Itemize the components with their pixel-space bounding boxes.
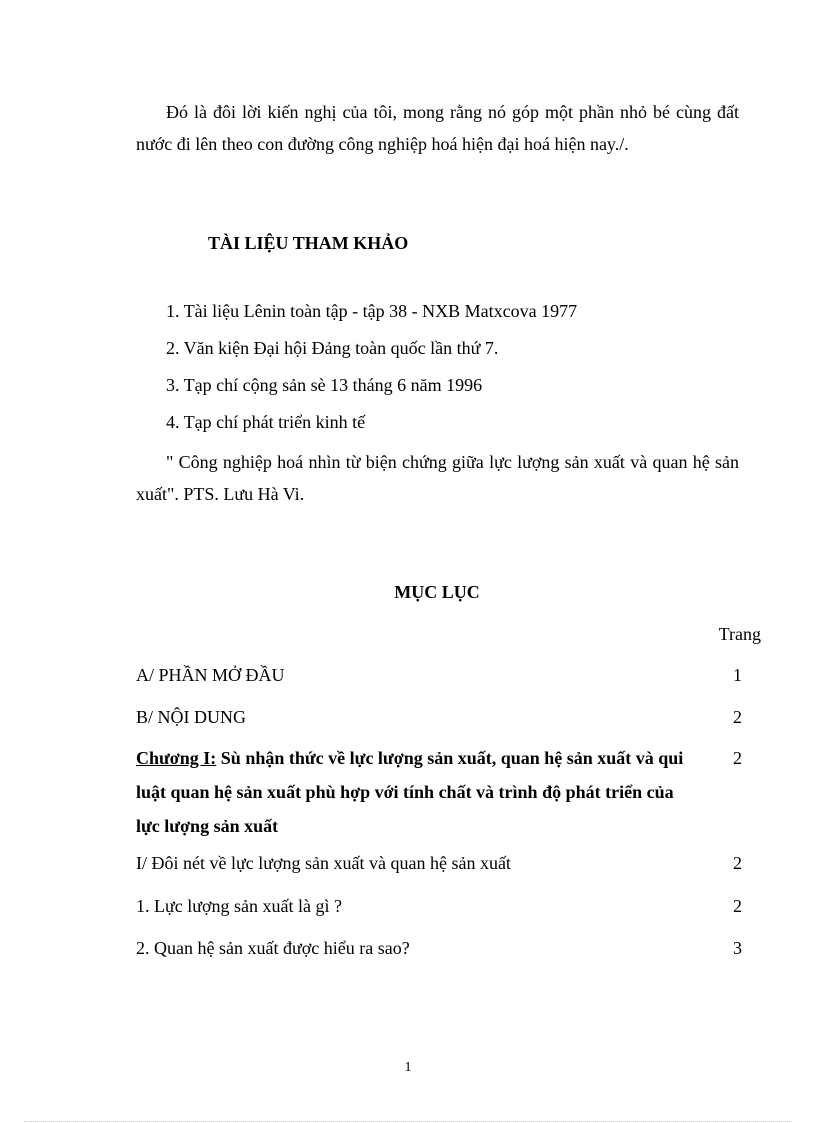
toc-entry-label: B/ NỘI DUNG — [136, 707, 246, 727]
toc-entry-page: 2 — [733, 896, 742, 916]
page-number: 1 — [404, 1060, 412, 1075]
toc-entry-label: A/ PHẦN MỞ ĐẦU — [136, 665, 285, 685]
chapter-prefix: Chương I: — [136, 748, 217, 768]
toc-entry-page: 2 — [733, 853, 742, 873]
toc-entry-label: 1. Lực lượng sản xuất là gì ? — [136, 896, 342, 916]
reference-item: 2. Văn kiện Đại hội Đảng toàn quốc lần thứ 7. — [166, 338, 499, 358]
toc-entry-page: 1 — [733, 665, 742, 685]
reference-item: 4. Tạp chí phát triển kinh tế — [166, 412, 366, 432]
toc-title: MỤC LỤC — [394, 582, 480, 602]
toc-entry-page: 3 — [733, 938, 742, 958]
references-title: TÀI LIỆU THAM KHẢO — [208, 233, 409, 253]
toc-chapter-entry — [136, 741, 696, 843]
toc-entry-label: I/ Đôi nét về lực lượng sản xuất và quan hệ sản xuất — [136, 853, 511, 873]
intro-paragraph: Đó là đôi lời kiến nghị của tôi, mong rằng nó góp một phần nhỏ bé cùng đất nước đi lên theo con đường công nghiệp hoá hiện đại hoá hiện nay./. — [136, 102, 739, 154]
toc-entry-page: 2 — [733, 707, 742, 727]
chapter-title: Sù nhận thức về lực lượng sản xuất, quan hệ sản xuất và qui luật quan hệ sản xuất phù hợp với tính chất và trình độ phát triển của lực lượng sản xuất — [136, 748, 684, 836]
toc-entry-label: 2. Quan hệ sản xuất được hiểu ra sao? — [136, 938, 410, 958]
toc-entry-page: 2 — [733, 748, 742, 768]
page-bottom-divider — [24, 1121, 792, 1122]
reference-item: 1. Tài liệu Lênin toàn tập - tập 38 - NXB Matxcova 1977 — [166, 301, 578, 321]
reference-quote: " Công nghiệp hoá nhìn từ biện chứng giữa lực lượng sản xuất và quan hệ sản xuất". PTS. Lưu Hà Vi. — [136, 452, 739, 504]
toc-page-header: Trang — [718, 624, 761, 644]
reference-item: 3. Tạp chí cộng sản sè 13 tháng 6 năm 1996 — [166, 375, 483, 395]
